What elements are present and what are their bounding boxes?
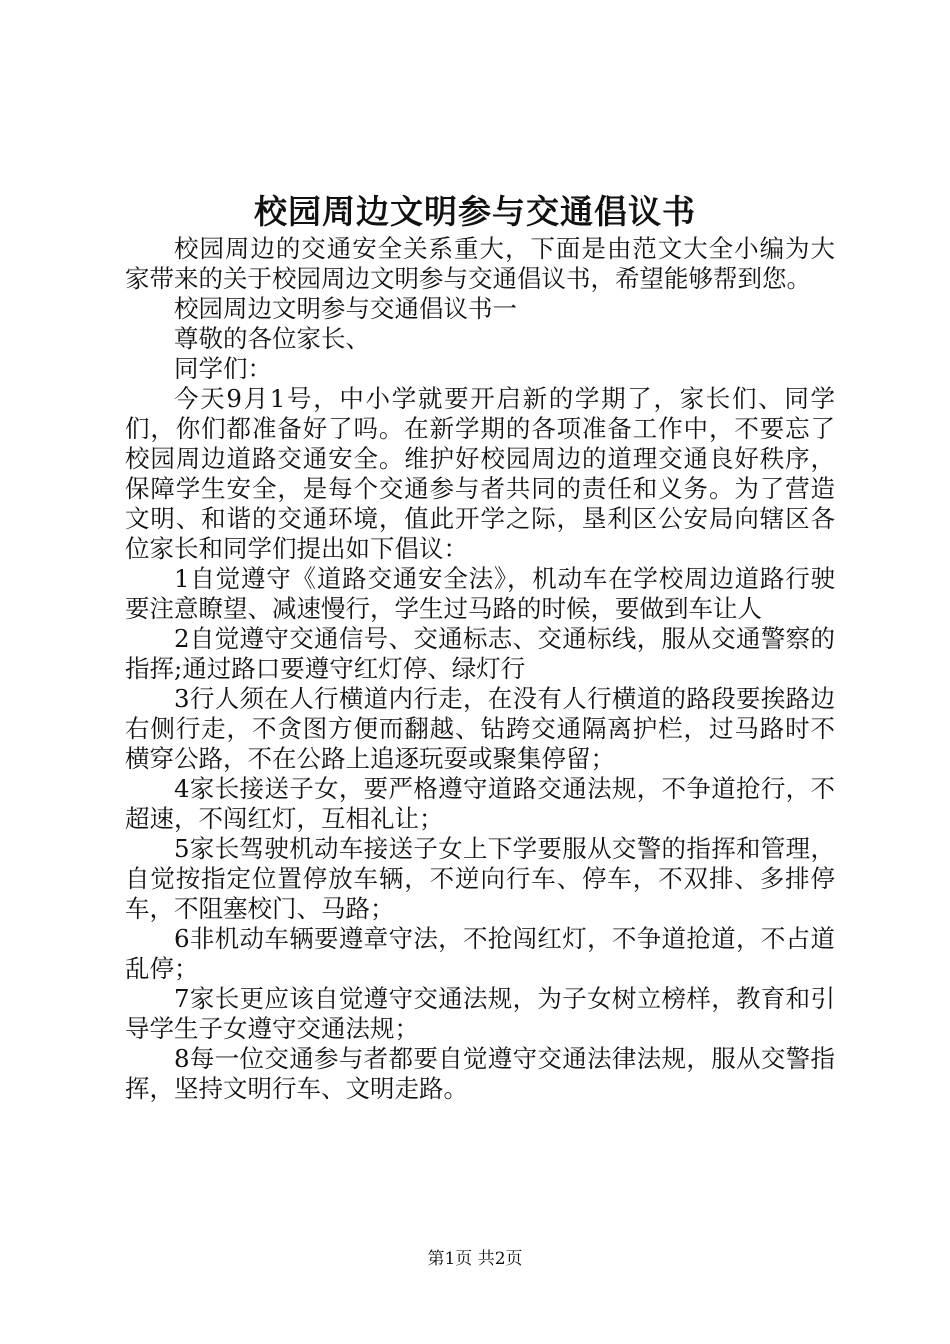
proposal-item: 2自觉遵守交通信号、交通标志、交通标线，服从交通警察的指挥;通过路口要遵守红灯停、绿灯行 [125, 624, 835, 683]
proposal-item: 3行人须在人行横道内行走，在没有人行横道的路段要挨路边右侧行走，不贪图方便而翻越、钻跨交通隔离护栏，过马路时不横穿公路，不在公路上追逐玩耍或聚集停留； [125, 684, 835, 773]
proposal-item: 7家长更应该自觉遵守交通法规，为子女树立榜样，教育和引导学生子女遵守交通法规； [125, 984, 835, 1043]
proposal-item: 5家长驾驶机动车接送子女上下学要服从交警的指挥和管理，自觉按指定位置停放车辆，不逆向行车、停车，不双排、多排停车，不阻塞校门、马路； [125, 834, 835, 923]
proposal-item: 8每一位交通参与者都要自觉遵守交通法律法规，服从交警指挥，坚持文明行车、文明走路。 [125, 1044, 835, 1103]
page-number-footer: 第1页 共2页 [427, 1249, 523, 1269]
salutation-line: 同学们： [174, 354, 272, 383]
proposal-item: 6非机动车辆要遵章守法，不抢闯红灯，不争道抢道，不占道乱停； [125, 924, 835, 983]
body-paragraph: 今天9月1号，中小学就要开启新的学期了，家长们、同学们，你们都准备好了吗。在新学期的各项准备工作中，不要忘了校园周边道路交通安全。维护好校园周边的道理交通良好秩序，保障学生安全，是每个交通参与者共同的责任和义务。为了营造文明、和谐的交通环境，值此开学之际，垦利区公安局向辖区各位家长和同学们提出如下倡议： [125, 384, 835, 563]
section-heading: 校园周边文明参与交通倡议书一 [174, 294, 517, 323]
intro-paragraph: 校园周边的交通安全关系重大，下面是由范文大全小编为大家带来的关于校园周边文明参与交通倡议书，希望能够帮到您。 [125, 234, 835, 293]
proposal-item: 1自觉遵守《道路交通安全法》，机动车在学校周边道路行驶要注意瞭望、减速慢行，学生过马路的时候，要做到车让人 [125, 564, 835, 623]
proposal-item: 4家长接送子女，要严格遵守道路交通法规，不争道抢行，不超速，不闯红灯，互相礼让； [125, 774, 835, 833]
document-body [125, 234, 835, 1104]
salutation-line: 尊敬的各位家长、 [174, 324, 370, 353]
document-title: 校园周边文明参与交通倡议书 [254, 192, 696, 231]
